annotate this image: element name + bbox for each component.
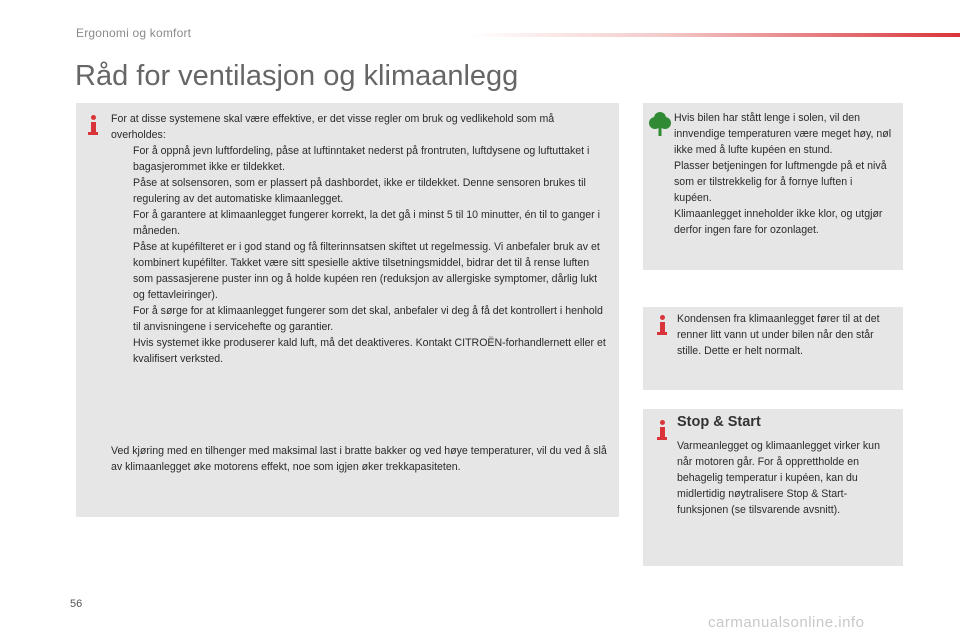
main-info-panel <box>76 103 619 517</box>
info-icon <box>657 420 667 440</box>
stop-start-panel <box>643 409 903 566</box>
towing-note: Ved kjøring med en tilhenger med maksimal last i bratte bakker og ved høye temperaturer, vil du ved å slå av klimaanlegget øke motorens effekt, noe som igjen øker trekkapasiteten. <box>111 445 607 473</box>
info-icon <box>657 315 667 335</box>
header-accent-bar <box>470 33 960 37</box>
stop-start-title: Stop & Start <box>677 414 761 430</box>
list-item: For å sørge for at klimaanlegget fungerer som det skal, anbefaler vi deg å få det kontrollert i henhold til anvisningene i servicehefte og garantier. <box>133 305 603 333</box>
page-title: Råd for ventilasjon og klimaanlegg <box>75 60 519 92</box>
page-number: 56 <box>70 598 83 610</box>
condensation-text: Kondensen fra klimaanlegget fører til at det renner litt vann ut under bilen når den står stille. Dette er helt normalt. <box>677 313 880 357</box>
list-item: For å garantere at klimaanlegget fungerer korrekt, la det gå i minst 5 til 10 minutter, én til to ganger i måneden. <box>133 209 600 237</box>
eco-tip-panel <box>643 103 903 270</box>
main-intro: For at disse systemene skal være effektive, er det visse regler om bruk og vedlikehold som må overholdes: <box>111 113 555 141</box>
condensation-panel <box>643 307 903 390</box>
info-icon <box>88 115 98 135</box>
list-item: For å oppnå jevn luftfordeling, påse at luftinntaket nederst på frontruten, luftdysene og luftuttaket i bagasjerommet ikke er tildekket. <box>133 145 590 173</box>
stop-start-text: Varmeanlegget og klimaanlegget virker kun når motoren går. For å opprettholde en behagelig temperatur i kupéen, kan du midlertidig nøytralisere Stop & Start-funksjonen (se tilsvarende avsnitt). <box>677 440 880 516</box>
tree-icon <box>649 111 671 137</box>
section-label: Ergonomi og komfort <box>76 26 192 40</box>
main-bullet-list <box>111 143 607 367</box>
list-item: Påse at solsensoren, som er plassert på dashbordet, ikke er tildekket. Denne sensoren brukes til regulering av det automatiske klimaanlegget. <box>133 177 586 205</box>
list-item: Påse at kupéfilteret er i god stand og få filterinnsatsen skiftet ut regelmessig. Vi anbefaler bruk av et kombinert kupéfilter. Takket være sitt spesielle aktive tilsetningsmiddel, bidrar det til å rense luften som passasjerene puster inn og å holde kupéen ren (reduksjon av allergiske symptomer, dårlig lukt og fettavleiringer). <box>133 241 600 301</box>
watermark: carmanualsonline.info <box>708 614 865 631</box>
list-item: Hvis systemet ikke produserer kald luft, må det deaktiveres. Kontakt CITROËN-forhandlernett eller et kvalifisert verksted. <box>133 337 606 365</box>
eco-paragraph: Hvis bilen har stått lenge i solen, vil den innvendige temperaturen være meget høy, nøl ikke med å lufte kupéen en stund. <box>674 112 892 156</box>
eco-paragraph: Plasser betjeningen for luftmengde på et nivå som er tilstrekkelig for å fornye luften i kupéen. <box>674 160 887 204</box>
eco-paragraph: Klimaanlegget inneholder ikke klor, og utgjør derfor ingen fare for ozonlaget. <box>674 208 883 236</box>
